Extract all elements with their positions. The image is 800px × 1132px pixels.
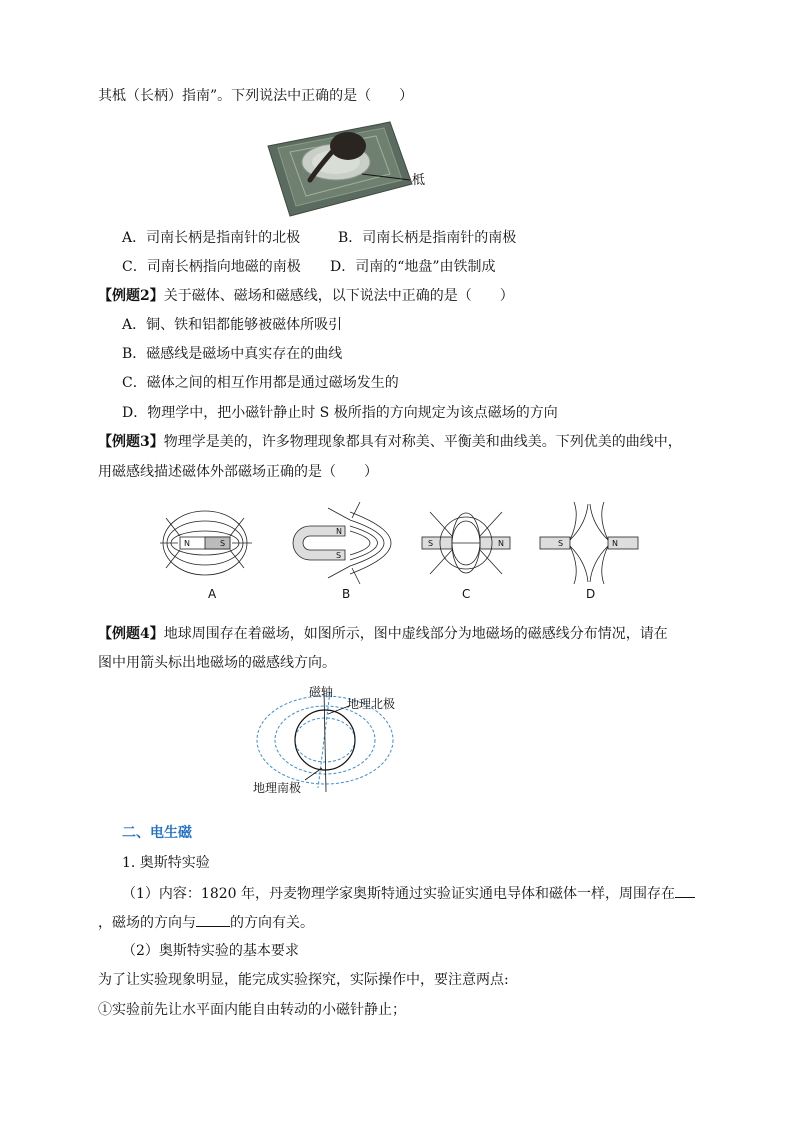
q1-option-a: A．司南长柄是指南针的北极: [122, 230, 301, 246]
requirements-intro: 为了让实验现象明显，能完成实验探究，实际操作中，要注意两点:: [98, 972, 509, 988]
q2-option-b: B．磁感线是磁场中真实存在的曲线: [122, 346, 343, 362]
subsection-title: 1. 奥斯特实验: [122, 855, 210, 871]
label-b: B: [342, 587, 351, 601]
geographic-south-label: 地理南极: [253, 781, 302, 795]
magnetic-axis-label: 磁轴: [309, 685, 334, 699]
content-text-1: （1）内容：1820 年，丹麦物理学家奥斯特通过实验证实通电导体和磁体一样，周围存在: [122, 886, 675, 902]
q2-tag: 【例题2】: [98, 288, 164, 304]
c-pole-s: S: [428, 539, 434, 548]
q4-stem-line1: [98, 624, 668, 644]
q3-tag: 【例题3】: [98, 434, 164, 450]
section-heading: 二、电生磁: [122, 825, 192, 841]
b-pole-n: N: [336, 527, 342, 536]
label-c: C: [462, 587, 471, 601]
requirement-1: ①实验前先让水平面内能自由转动的小磁针静止；: [98, 1002, 406, 1018]
earth-magnetic-field-figure: [245, 684, 420, 799]
q2-option-d: D．物理学中，把小磁针静止时 S 极所指的方向规定为该点磁场的方向: [122, 405, 558, 421]
blank-1[interactable]: [675, 883, 695, 898]
option-d-diagram: [540, 502, 638, 584]
content-line-1: [122, 883, 695, 904]
b-pole-s: S: [336, 551, 342, 560]
q1-option-d: D．司南的“地盘”由铁制成: [330, 259, 496, 275]
q3-text-1: 物理学是美的，许多物理现象都具有对称美、平衡美和曲线美。下列优美的曲线中，: [163, 434, 682, 450]
d-pole-n: N: [612, 539, 618, 548]
q2-stem: [98, 286, 514, 306]
q2-option-c: C．磁体之间的相互作用都是通过磁场发生的: [122, 375, 399, 391]
a-pole-n: N: [184, 539, 190, 548]
a-pole-s: S: [220, 539, 226, 548]
content-line-2: [98, 912, 314, 933]
d-pole-s: S: [558, 539, 564, 548]
q4-stem-line2: 图中用箭头标出地磁场的磁感线方向。: [98, 655, 336, 671]
option-b-diagram: [293, 502, 391, 584]
q1-option-b: B．司南长柄是指南针的南极: [338, 230, 517, 246]
option-a-diagram: [160, 511, 252, 575]
q1-stem-tail: 其柢（长柄）指南”。下列说法中正确的是（ ）: [98, 88, 414, 104]
q3-stem-line2: 用磁感线描述磁体外部磁场正确的是（ ）: [98, 464, 378, 480]
q1-option-c: C．司南长柄指向地磁的南极: [122, 259, 301, 275]
geographic-north-label: 地理北极: [347, 697, 396, 711]
sinan-compass-figure: [262, 112, 442, 222]
label-a: A: [208, 587, 217, 601]
blank-2[interactable]: [196, 912, 230, 927]
requirements-title: （2）奥斯特实验的基本要求: [122, 943, 299, 959]
q4-tag: 【例题4】: [98, 626, 164, 642]
c-pole-n: N: [498, 539, 504, 548]
handle-label: 柢: [412, 173, 426, 188]
content-text-2: ，磁场的方向与: [98, 915, 196, 931]
q2-text: 关于磁体、磁场和磁感线，以下说法中正确的是（ ）: [163, 288, 514, 304]
option-c-diagram: [422, 512, 510, 574]
content-text-3: 的方向有关。: [230, 915, 314, 931]
label-d: D: [586, 587, 596, 601]
q3-stem-line1: [98, 432, 682, 452]
q4-text-1: 地球周围存在着磁场，如图所示，图中虚线部分为地磁场的磁感线分布情况，请在: [163, 626, 668, 642]
q2-option-a: A．铜、铁和铝都能够被磁体所吸引: [122, 317, 343, 333]
field-lines-figure: [160, 498, 640, 608]
